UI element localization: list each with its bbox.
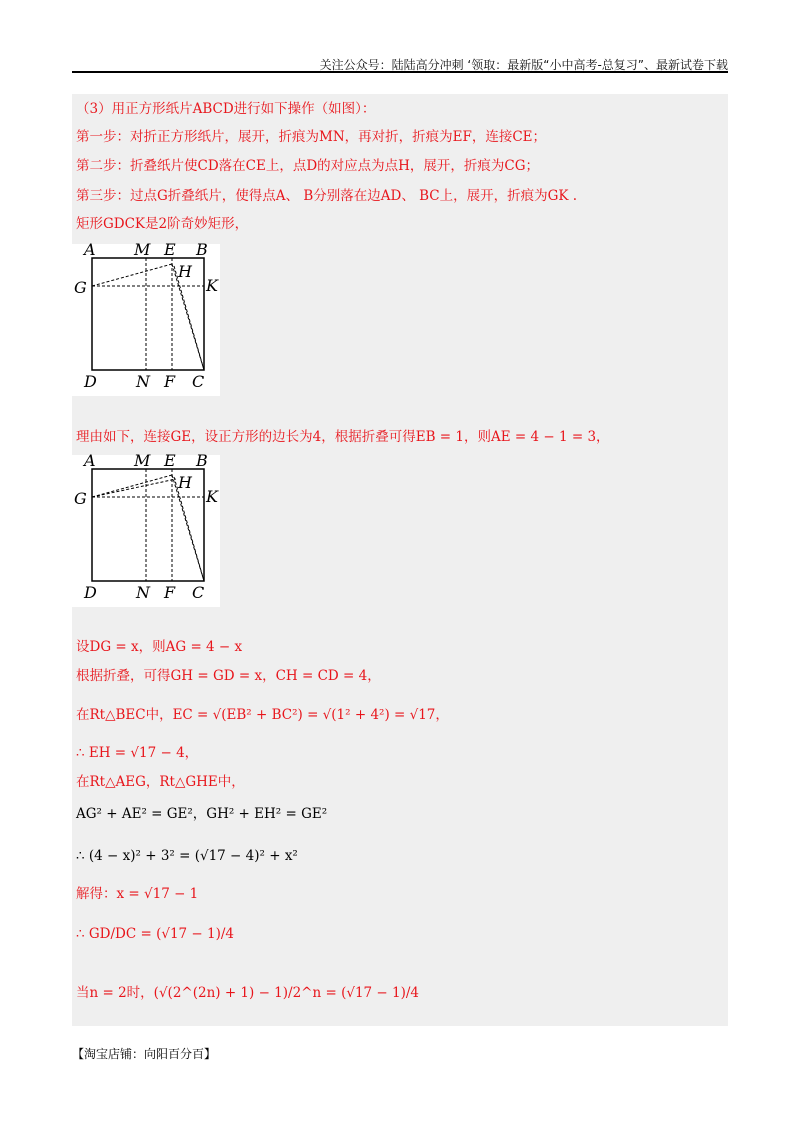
label-M: M (134, 240, 151, 259)
label-K: K (206, 487, 218, 506)
step-1: 第一步：对折正方形纸片，展开，折痕为MN，再对折，折痕为EF，连接CE； (76, 129, 547, 145)
solution-line-5: 在Rt△AEG，Rt△GHE中， (76, 774, 245, 790)
label-A: A (84, 240, 96, 259)
step-2: 第二步：折叠纸片使CD落在CE上，点D的对应点为点H，展开，折痕为CG； (76, 158, 540, 174)
label-G: G (74, 278, 87, 297)
label-B: B (196, 451, 208, 470)
label-D: D (84, 372, 97, 391)
reason-text: 理由如下，连接GE，设正方形的边长为4，根据折叠可得EB = 1，则AE = 4 − 1 = 3， (76, 429, 610, 445)
label-K: K (206, 276, 218, 295)
page-footer: 【淘宝店铺：向阳百分百】 (72, 1047, 217, 1061)
label-E: E (164, 451, 176, 470)
solution-line-1: 设DG = x，则AG = 4 − x (76, 639, 243, 655)
label-F: F (164, 583, 176, 602)
step-3: 第三步：过点G折叠纸片，使得点A、 B分别落在边AD、 BC上，展开，折痕为GK . (76, 188, 578, 204)
steps-title: （3）用正方形纸片ABCD进行如下操作（如图）： (76, 101, 376, 117)
solution-line-3: 在Rt△BEC中，EC = √(EB² + BC²) = √(1² + 4²) = √17， (76, 707, 449, 723)
header-rule (72, 71, 728, 73)
label-H: H (178, 262, 192, 281)
step-conclusion: 矩形GDCK是2阶奇妙矩形， (76, 216, 249, 232)
label-H: H (178, 473, 192, 492)
figure-1 (72, 240, 220, 396)
label-F: F (164, 372, 176, 391)
label-N: N (136, 583, 150, 602)
solution-line-9: ∴ GD/DC = (√17 − 1)/4 (76, 926, 235, 942)
label-M: M (134, 451, 151, 470)
solution-line-2: 根据折叠，可得GH = GD = x，CH = CD = 4， (76, 668, 381, 684)
solution-line-8: 解得：x = √17 − 1 (76, 886, 199, 902)
label-B: B (196, 240, 208, 259)
label-D: D (84, 583, 97, 602)
label-E: E (164, 240, 176, 259)
label-G: G (74, 489, 87, 508)
figure-2 (72, 451, 220, 607)
label-A: A (84, 451, 96, 470)
solution-line-6: AG² + AE² = GE²，GH² + EH² = GE² (76, 806, 328, 822)
solution-line-7: ∴ (4 − x)² + 3² = (√17 − 4)² + x² (76, 848, 298, 864)
label-C: C (192, 372, 205, 391)
label-N: N (136, 372, 150, 391)
solution-line-10: 当n = 2时，(√(2^(2n) + 1) − 1)/2^n = (√17 − 1)/4 (76, 985, 420, 1001)
label-C: C (192, 583, 205, 602)
solution-line-4: ∴ EH = √17 − 4， (76, 745, 199, 761)
page-header: 关注公众号：陆陆高分冲刺 ‘领取：最新版“小中高考-总复习”、最新试卷下载 (319, 58, 728, 72)
